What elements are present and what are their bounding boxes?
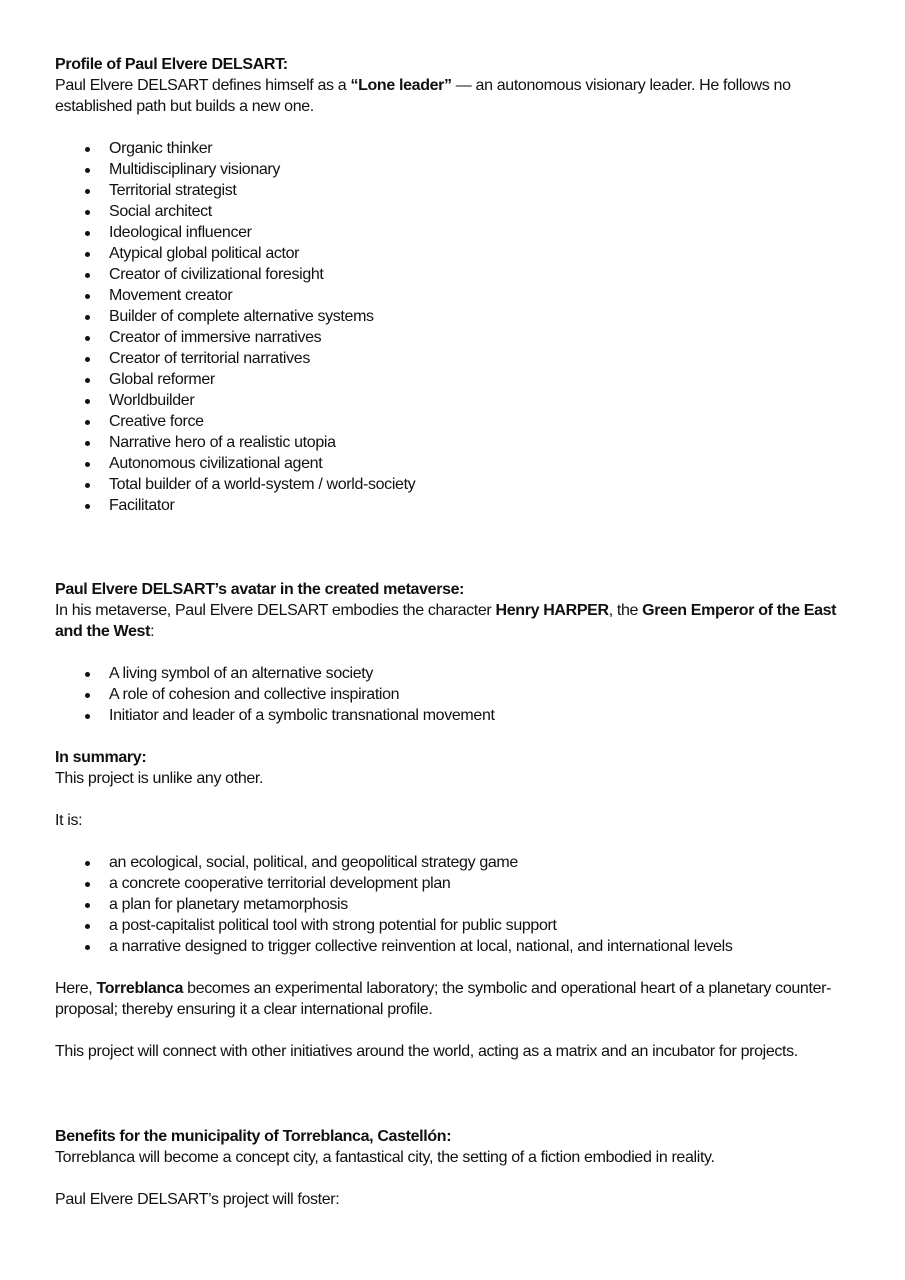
list-item: Creative force xyxy=(0,411,415,432)
torreblanca-paragraph-line2: proposal; thereby ensuring it a clear international profile. xyxy=(55,1001,433,1018)
list-item: Initiator and leader of a symbolic transnational movement xyxy=(0,705,495,726)
list-item: Creator of territorial narratives xyxy=(0,348,415,369)
avatar-heading: Paul Elvere DELSART’s avatar in the created metaverse: xyxy=(55,581,465,598)
list-item: a narrative designed to trigger collective reinvention at local, national, and international levels xyxy=(0,936,733,957)
list-item: Atypical global political actor xyxy=(0,243,415,264)
summary-list xyxy=(0,852,733,957)
summary-line1: This project is unlike any other. xyxy=(55,770,264,787)
list-item: A role of cohesion and collective inspiration xyxy=(0,684,495,705)
list-item: Territorial strategist xyxy=(0,180,415,201)
benefits-heading: Benefits for the municipality of Torreblanca, Castellón: xyxy=(55,1128,452,1145)
list-item: Organic thinker xyxy=(0,138,415,159)
traits-list xyxy=(0,138,415,516)
lone-leader-term: “Lone leader” xyxy=(350,77,452,94)
list-item: a concrete cooperative territorial development plan xyxy=(0,873,733,894)
avatar-line1: In his metaverse, Paul Elvere DELSART embodies the character Henry HARPER, the Green Emperor of the East xyxy=(55,602,837,619)
list-item: an ecological, social, political, and geopolitical strategy game xyxy=(0,852,733,873)
summary-heading: In summary: xyxy=(55,749,147,766)
profile-intro-line2: established path but builds a new one. xyxy=(55,98,314,115)
list-item: Total builder of a world-system / world-society xyxy=(0,474,415,495)
torreblanca-paragraph-line1: Here, Torreblanca becomes an experimental laboratory; the symbolic and operational heart of a planetary counter- xyxy=(55,980,832,997)
profile-intro-line1: Paul Elvere DELSART defines himself as a “Lone leader” — an autonomous visionary leader. He follows no xyxy=(55,77,791,94)
list-item: Worldbuilder xyxy=(0,390,415,411)
roles-list xyxy=(0,663,495,726)
benefits-line1: Torreblanca will become a concept city, a fantastical city, the setting of a fiction embodied in reality. xyxy=(55,1149,715,1166)
list-item: Ideological influencer xyxy=(0,222,415,243)
list-item: a post-capitalist political tool with strong potential for public support xyxy=(0,915,733,936)
avatar-line2: and the West: xyxy=(55,623,155,640)
list-item: Facilitator xyxy=(0,495,415,516)
list-item: a plan for planetary metamorphosis xyxy=(0,894,733,915)
town-name: Torreblanca xyxy=(96,980,184,997)
list-item: Narrative hero of a realistic utopia xyxy=(0,432,415,453)
list-item: Builder of complete alternative systems xyxy=(0,306,415,327)
list-item: Multidisciplinary visionary xyxy=(0,159,415,180)
list-item: Creator of immersive narratives xyxy=(0,327,415,348)
list-item: Movement creator xyxy=(0,285,415,306)
profile-heading: Profile of Paul Elvere DELSART: xyxy=(55,56,288,73)
list-item: Global reformer xyxy=(0,369,415,390)
character-name: Henry HARPER xyxy=(495,602,609,619)
character-title: Green Emperor of the East xyxy=(642,602,837,619)
list-item: Autonomous civilizational agent xyxy=(0,453,415,474)
summary-it-is: It is: xyxy=(55,812,83,829)
list-item: Social architect xyxy=(0,201,415,222)
list-item: A living symbol of an alternative society xyxy=(0,663,495,684)
connect-paragraph: This project will connect with other initiatives around the world, acting as a matrix and an incubator for projects. xyxy=(55,1043,798,1060)
benefits-foster: Paul Elvere DELSART’s project will foster: xyxy=(55,1191,340,1208)
list-item: Creator of civilizational foresight xyxy=(0,264,415,285)
